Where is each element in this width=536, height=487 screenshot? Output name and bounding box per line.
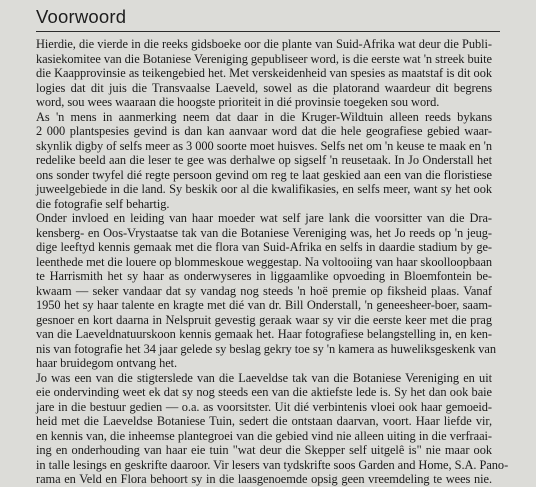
text-line: ons sonder twyfel dié regte persoon gevind om reg te laat geskied aan een van die floristiese <box>36 167 492 182</box>
text-line: jare in die bestuur gedien — o.a. as voorsitster. Uit dié verbintenis vloei ook haar gemoeid- <box>36 399 492 414</box>
text-line: en kennis van, die inheemse plantegroei van die gebied vind nie alleen uiting in die verfraai- <box>36 428 492 443</box>
text-line: nis van fotografie het 34 jaar gelede sy beslag gekry toe sy 'n kamera as huweliksgeskenk van <box>36 341 497 356</box>
text-line: word, sou wees waaraan die hoogste prioriteit in dié provinsie toegeken sou word. <box>36 95 440 109</box>
body-text <box>36 37 536 487</box>
text-line: juweelgebiede in die land. Sy beskik oor al die kwalifikasies, en selfs meer, want sy het ook <box>36 182 492 196</box>
text-line: kensberg- en Oos-Vrystaatse tak van die Botaniese Vereniging was, het Jo reeds op 'n jeug- <box>36 225 492 240</box>
title-rule <box>36 31 500 32</box>
text-line: redelike beeld aan die leser te gee was derhalwe op sigself 'n reusetaak. In Jo Onderstall het <box>36 153 492 167</box>
text-line: heid met die Laeveldse Botaniese Tuin, sedert die ontstaan daarvan, voort. Haar liefde vir, <box>36 414 492 428</box>
paragraph-1 <box>36 37 536 110</box>
text-line: die Kaapprovinsie as teikengebied het. Met verskeidenheid van spesies as maatstaf is dit ook <box>36 66 492 80</box>
text-line: kasiekomitee van die Botaniese Vereniging gepubliseer word, is die eerste wat 'n streek buite <box>36 51 492 66</box>
text-line: logies dat dit juis die Transvaalse Laeveld, sowel as die platorand waardeur dit begrens <box>36 80 492 95</box>
text-line: ing en onderhouding van haar eie tuin "wat deur die Skepper self uitgelê is" nie maar ook <box>36 443 492 457</box>
text-line: leenthede met die louere op blommeskoue weggestap. Na voltooiing van haar skoolloopbaan <box>36 254 493 269</box>
text-line: gesnoer en kort daarna in Nelspruit gevestig geraak waar sy vir die eerste keer met die prag <box>36 312 492 327</box>
text-line: Onder invloed en leiding van haar moeder wat self jare lank die voorsitter van die Dra- <box>36 211 492 225</box>
text-line: rama en Veld en Flora behoort sy in die laasgenoemde opsig geen vreemdeling te wees nie. <box>36 472 492 486</box>
text-line: dige leeftyd kennis gemaak met die flora van Suid-Afrika en selfs in daardie stadium by ge- <box>36 240 492 254</box>
paragraph-2 <box>36 110 536 212</box>
paragraph-3 <box>36 211 536 371</box>
text-line: 1950 het sy haar talente en kragte met dié van dr. Bill Onderstall, 'n geneesheer-boer, saam- <box>36 298 492 312</box>
text-line: van die Laeveldnatuurskoon kennis gemaak het. Haar fotografiese belangstelling in, en ken- <box>36 327 492 341</box>
text-line: 2 000 plantspesies gevind is dan kan aanvaar word dat die hele geografiese gebied waar- <box>36 124 492 138</box>
text-line: Hierdie, die vierde in die reeks gidsboeke oor die plante van Suid-Afrika wat deur die Publi- <box>36 37 492 51</box>
text-line: te Harrismith het sy haar as onderwyseres in liggaamlike opvoeding in Bloemfontein be- <box>36 269 492 283</box>
text-line: As 'n mens in aanmerking neem dat daar in die Kruger-Wildtuin alleen reeds bykans <box>36 109 492 124</box>
text-line: skynlik digby of selfs meer as 3 000 soorte moet huisves. Selfs net om 'n keuse te maak en 'n <box>36 138 492 153</box>
text-line: die fotografie self behartig. <box>36 196 170 211</box>
text-line: kwaam — seker vandaar dat sy vandag nog steeds 'n hoë premie op fiksheid plaas. Vanaf <box>36 283 492 298</box>
paragraph-4 <box>36 371 536 487</box>
page-title: Voorwoord <box>36 6 127 27</box>
text-line: in talle lesings en geskrifte daaroor. Vir lesers van tydskrifte soos Garden and Home, S.A. Pano- <box>36 457 509 472</box>
text-line: Jo was een van die stigterslede van die Laeveldse tak van die Botaniese Vereniging en uit <box>36 370 492 385</box>
text-line: haar bruidegom ontvang het. <box>36 356 178 370</box>
text-line: eie ondervinding weet ek dat sy nog steeds een van die aktiefste lede is. Sy het dan ook baie <box>36 385 492 399</box>
